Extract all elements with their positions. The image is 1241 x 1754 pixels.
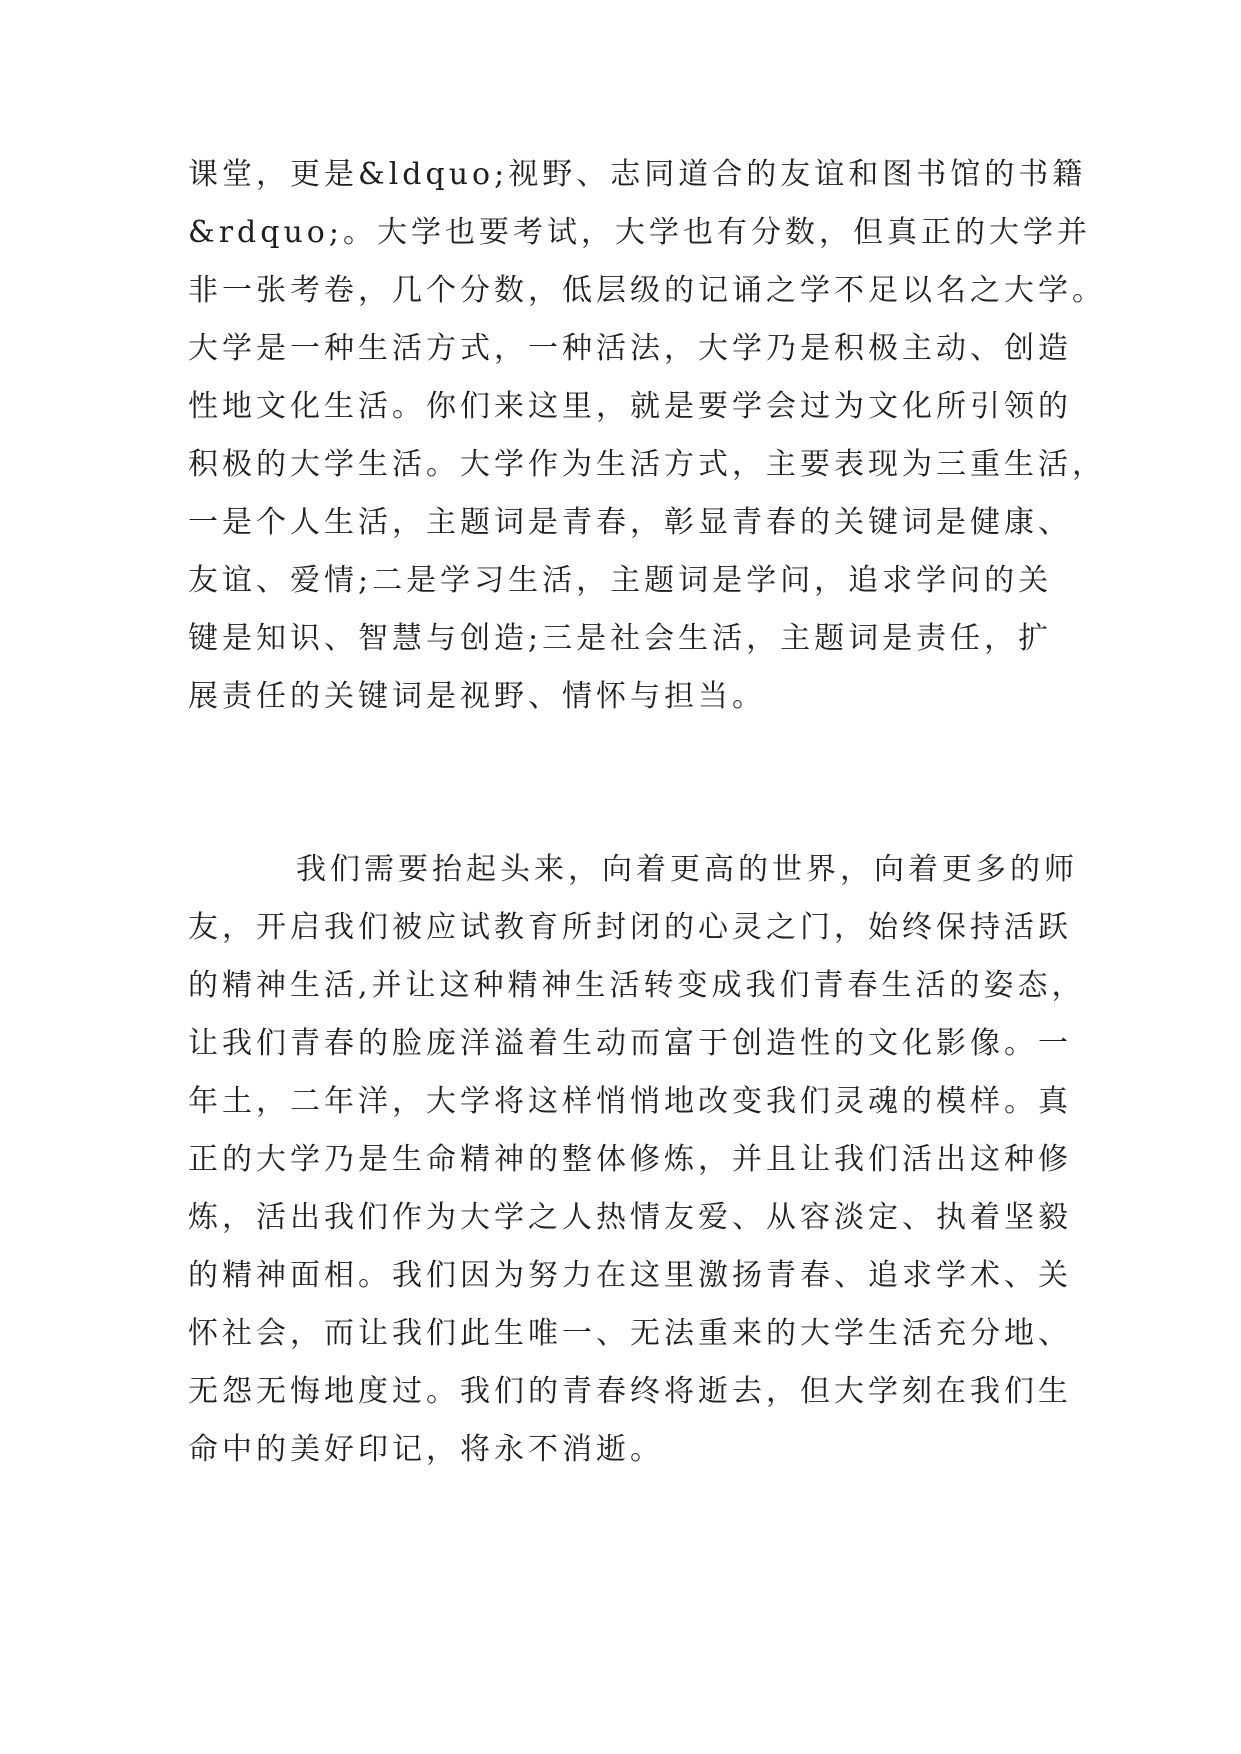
text-line: 命中的美好印记，将永不消逝。 <box>188 1432 664 1467</box>
text-line: 性地文化生活。你们来这里，就是要学会过为文化所引领的 <box>188 389 1072 424</box>
text-line: 非一张考卷，几个分数，低层级的记诵之学不足以名之大学。 <box>188 273 1106 308</box>
paragraph-2 <box>188 841 1086 1481</box>
text-line: 展责任的关键词是视野、情怀与担当。 <box>188 679 766 714</box>
text-line: 正的大学乃是生命精神的整体修炼，并且让我们活出这种修 <box>188 1142 1072 1177</box>
text-line: 大学是一种生活方式，一种活法，大学乃是积极主动、创造 <box>188 331 1072 366</box>
text-line: 年土，二年洋，大学将这样悄悄地改变我们灵魂的模样。真 <box>188 1084 1072 1119</box>
text-line: 一是个人生活，主题词是青春，彰显青春的关键词是健康、 <box>188 505 1072 540</box>
text-line: 怀社会，而让我们此生唯一、无法重来的大学生活充分地、 <box>188 1316 1072 1351</box>
text-line: 键是知识、智慧与创造;三是社会生活，主题词是责任，扩 <box>188 621 1053 656</box>
text-line: 友，开启我们被应试教育所封闭的心灵之门，始终保持活跃 <box>188 910 1072 945</box>
text-line: 课堂，更是&ldquo;视野、志同道合的友谊和图书馆的书籍 <box>188 157 1087 192</box>
text-line: &rdquo;。大学也要考试，大学也有分数，但真正的大学并 <box>188 215 1091 250</box>
text-line: 让我们青春的脸庞洋溢着生动而富于创造性的文化影像。一 <box>188 1026 1072 1061</box>
text-line: 我们需要抬起头来，向着更高的世界，向着更多的师 <box>296 852 1078 887</box>
paragraph-1 <box>188 146 1106 726</box>
text-line: 无怨无悔地度过。我们的青春终将逝去，但大学刻在我们生 <box>188 1374 1072 1409</box>
text-line: 友谊、爱情;二是学习生活，主题词是学问，追求学问的关 <box>188 563 1053 598</box>
text-line: 积极的大学生活。大学作为生活方式，主要表现为三重生活， <box>188 447 1106 482</box>
text-line: 的精神面相。我们因为努力在这里激扬青春、追求学术、关 <box>188 1258 1072 1293</box>
text-line: 炼，活出我们作为大学之人热情友爱、从容淡定、执着坚毅 <box>188 1200 1072 1235</box>
text-line: 的精神生活,并让这种精神生活转变成我们青春生活的姿态， <box>188 968 1086 1003</box>
